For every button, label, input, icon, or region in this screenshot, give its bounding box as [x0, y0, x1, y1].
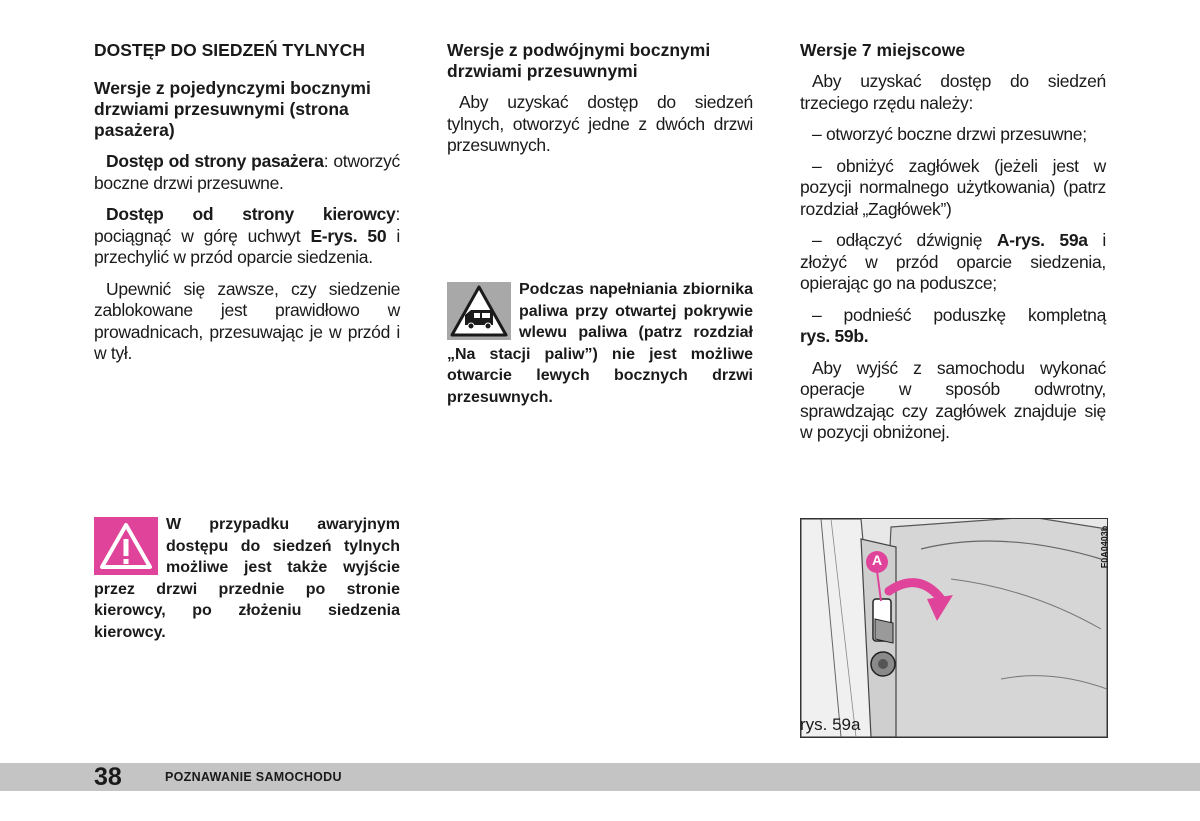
driver-access-label: Dostęp od strony kierowcy [106, 204, 396, 224]
paragraph-double-door-access: Aby uzyskać dostęp do siedzeń tylnych, otworzyć jedne z dwóch drzwi przesuwnych. [447, 92, 753, 155]
figure-code-text: F0A0403b [1099, 525, 1110, 569]
warning-emergency-exit [94, 514, 400, 643]
driver-access-text-b: i przechylić w przód oparcie siedzenia. [94, 225, 400, 267]
warning-emergency-text: W przypadku awaryjnym dostępu do siedzeń tylnych możliwe jest także wyjście przez drzwi przednie po stronie kierowcy, po złożeniu siedzenia kierowcy. [94, 516, 400, 641]
warning-fuel-text: Podczas napełniania zbiornika paliwa przy otwartej pokrywie wlewu paliwa (patrz rozdział „Na stacji paliw”) nie jest możliwe otwarcie lewych bocznych drzwi przesuwnych. [447, 281, 753, 406]
paragraph-seat-lock: Upewnić się zawsze, czy siedzenie zablokowane jest prawidłowo w prowadnicach, przesuwając je w przód i w tył. [94, 278, 400, 363]
paragraph-driver-access [94, 204, 400, 269]
page-number: 38 [94, 763, 122, 791]
warning-fuel-door [447, 279, 753, 408]
column-middle [447, 40, 753, 157]
subsection-title-double-door: Wersje z podwójnymi bocznymi drzwiami przesuwnymi [447, 40, 711, 81]
step-lower-headrest: – obniżyć zagłówek (jeżeli jest w pozycji normalnego użytkowania) (patrz rozdział „Zagłówek”) [800, 155, 1106, 219]
step-release-lever [800, 230, 1106, 295]
column-left [94, 40, 400, 365]
van-warning-icon [447, 282, 511, 340]
passenger-access-label: Dostęp od strony pasażera [106, 151, 324, 171]
step-open-door: – otworzyć boczne drzwi przesuwne; [812, 124, 1087, 144]
warning-triangle-icon [94, 517, 158, 575]
figure-reference-e50: E-rys. 50 [310, 225, 387, 246]
figure-59a [800, 518, 1108, 738]
subsection-title-7-seat: Wersje 7 miejscowe [800, 40, 966, 60]
release-lever-text-b: i złożyć w przód oparcie siedzenia, opierając go na poduszce; [800, 230, 1107, 293]
subsection-title-single-door: Wersje z pojedynczymi bocznymi drzwiami przesuwnymi (strona pasażera) [94, 78, 371, 140]
callout-label-a: A [871, 552, 883, 568]
paragraph-third-row-intro: Aby uzyskać dostęp do siedzeń trzeciego rzędu należy: [800, 71, 1106, 113]
figure-code [1099, 520, 1119, 580]
paragraph-passenger-access [94, 151, 400, 194]
step-raise-cushion [800, 305, 1106, 327]
paragraph-exit-instructions: Aby wyjść z samochodu wykonać operacje w sposób odwrotny, sprawdzając czy zagłówek znajduje się w pozycji obniżonej. [800, 357, 1106, 442]
figure-reference-a59a: A-rys. 59a [996, 230, 1088, 250]
section-title: DOSTĘP DO SIEDZEŃ TYLNYCH [94, 40, 365, 60]
column-right [800, 40, 1106, 444]
seat-lever-illustration [801, 519, 1110, 737]
figure-reference-59b: rys. 59b. [800, 326, 869, 346]
release-lever-text-a: – odłączyć dźwignię [812, 230, 997, 250]
driver-access-text-a: : pociągnąć w górę uchwyt [94, 204, 400, 246]
figure-caption: rys. 59a [800, 715, 861, 734]
footer-section-title: POZNAWANIE SAMOCHODU [165, 770, 342, 784]
step-raise-cushion-ref [800, 326, 1106, 348]
raise-cushion-text: – podnieść poduszkę kompletną [812, 304, 1106, 325]
passenger-access-text: : otworzyć boczne drzwi przesuwne. [94, 151, 400, 193]
